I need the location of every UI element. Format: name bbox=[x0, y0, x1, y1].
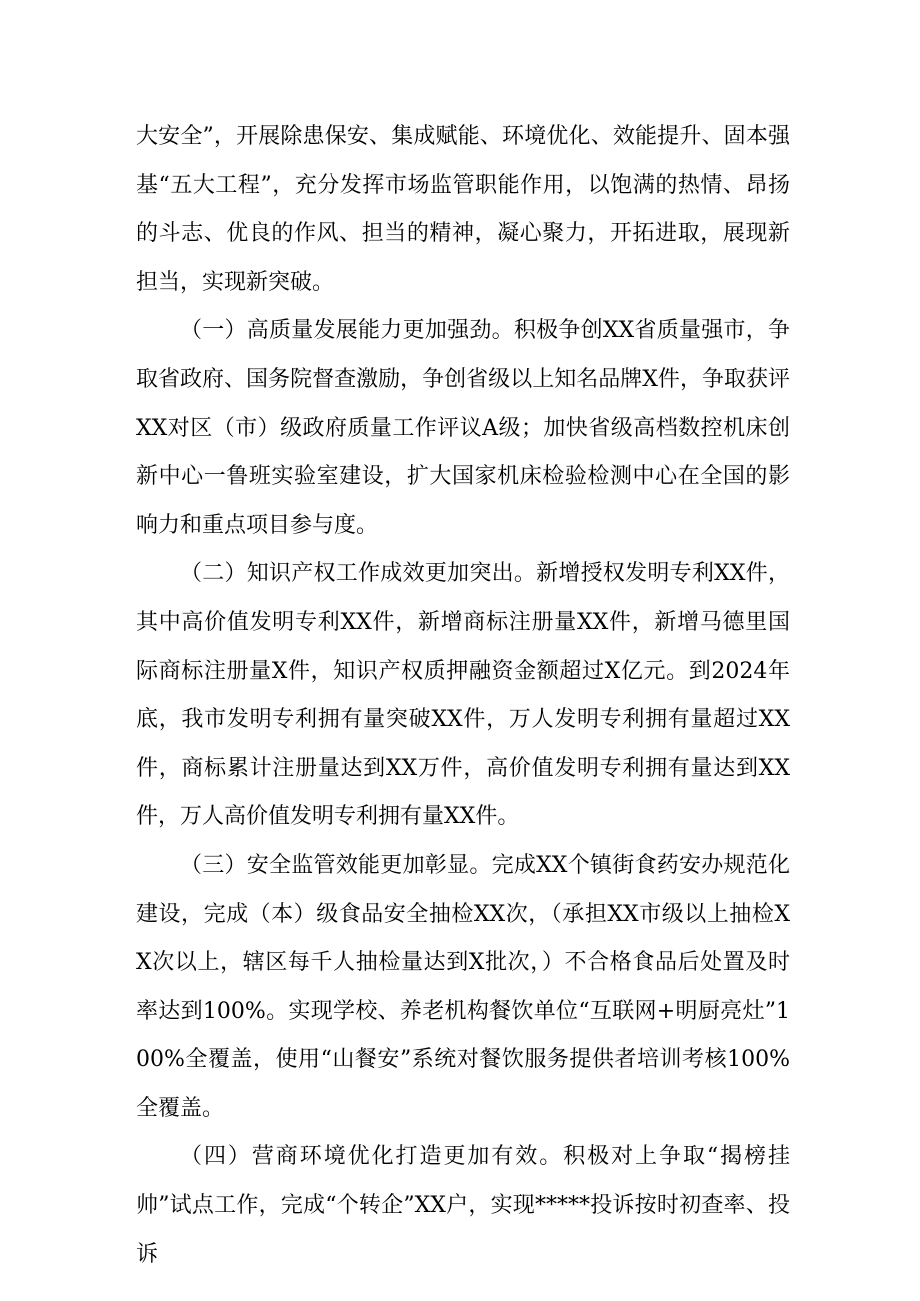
paragraph-business-environment: （四）营商环境优化打造更加有效。积极对上争取“揭榜挂帅”试点工作，完成“个转企”XX户，实现*****投诉按时初查率、投诉 bbox=[136, 1144, 790, 1267]
paragraph-safety-supervision: （三）安全监管效能更加彰显。完成XX个镇街食药安办规范化建设，完成（本）级食品安全抽检XX次，（承担XX市级以上抽检XX次以上，辖区每千人抽检量达到X批次，）不合格食品后处置及时率达到100%。实现学校、养老机构餐饮单位“互联网+明厨亮灶”100%全覆盖，使用“山餐安”系统对餐饮服务提供者培训考核100%全覆盖。 bbox=[136, 852, 790, 1121]
paragraph-intellectual-property: （二）知识产权工作成效更加突出。新增授权发明专利XX件，其中高价值发明专利XX件，新增商标注册量XX件，新增马德里国际商标注册量X件，知识产权质押融资金额超过X亿元。到2024年底，我市发明专利拥有量突破XX件，万人发明专利拥有量超过XX件，商标累计注册量达到XX万件，高价值发明专利拥有量达到XX件，万人高价值发明专利拥有量XX件。 bbox=[136, 561, 790, 830]
document-body bbox=[136, 113, 790, 1279]
paragraph-continuation: 大安全”，开展除患保安、集成赋能、环境优化、效能提升、固本强基“五大工程”，充分发挥市场监管职能作用，以饱满的热情、昂扬的斗志、优良的作风、担当的精神，凝心聚力，开拓进取，展现新担当，实现新突破。 bbox=[136, 124, 790, 295]
paragraph-quality-development: （一）高质量发展能力更加强劲。积极争创XX省质量强市，争取省政府、国务院督查激励，争创省级以上知名品牌X件，争取获评XX对区（市）级政府质量工作评议A级；加快省级高档数控机床创新中心一鲁班实验室建设，扩大国家机床检验检测中心在全国的影响力和重点项目参与度。 bbox=[136, 318, 790, 538]
